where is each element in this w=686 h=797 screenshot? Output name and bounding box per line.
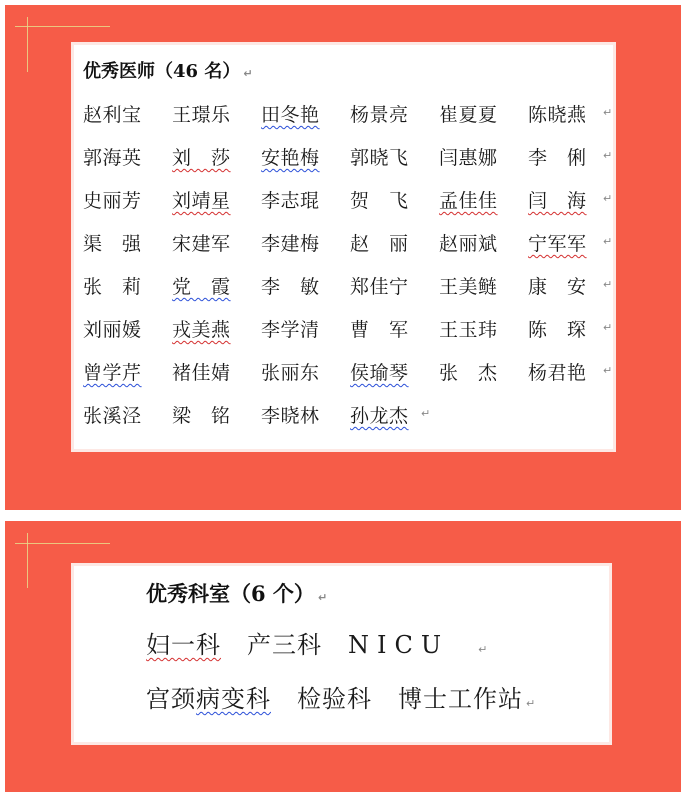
doctor-name: 闫 海 <box>528 190 587 212</box>
doctor-name: 安艳梅 <box>261 147 320 169</box>
doctor-name: 刘靖星 <box>172 190 231 212</box>
departments-line-2: 宫颈病变科 检验科 博士工作站 ↵ <box>146 685 537 713</box>
department-item: 检验科 <box>297 685 372 713</box>
doctor-name: 田冬艳 <box>261 104 320 126</box>
department-item: 博士工作站 <box>398 685 523 713</box>
doctor-name: 康 安 <box>528 276 587 298</box>
doctor-name: 郑佳宁 <box>350 276 409 298</box>
doctor-name: 党 霞 <box>172 276 231 298</box>
doctor-name: 李 俐 <box>528 147 587 169</box>
department-item: NICU <box>348 631 450 659</box>
doctor-name: 刘丽媛 <box>83 319 142 341</box>
doctor-name: 渠 强 <box>83 233 142 255</box>
doctor-name: 陈晓燕 <box>528 104 587 126</box>
crop-mark <box>27 17 28 72</box>
doctor-name: 杨君艳 <box>528 362 587 384</box>
departments-panel <box>5 521 681 792</box>
paragraph-mark: ↵ <box>603 106 613 119</box>
doctor-name: 刘 莎 <box>172 147 231 169</box>
paragraph-mark: ↵ <box>603 278 613 291</box>
doctor-name: 梁 铭 <box>172 405 231 427</box>
doctor-name: 戎美燕 <box>172 319 231 341</box>
doctors-heading: 优秀医师（46 名） ↵ <box>83 61 253 82</box>
departments-heading: 优秀科室（6 个） ↵ <box>146 581 328 606</box>
paragraph-mark: ↵ <box>603 321 613 334</box>
doctor-name: 侯瑜琴 <box>350 362 409 384</box>
doctor-name: 张 杰 <box>439 362 498 384</box>
doctor-name: 赵 丽 <box>350 233 409 255</box>
doctors-panel <box>5 5 681 510</box>
doctor-name: 史丽芳 <box>83 190 142 212</box>
doctor-name: 孙龙杰 <box>350 405 409 427</box>
doctor-name: 张溪泾 <box>83 405 142 427</box>
doctor-name: 曾学芹 <box>83 362 142 384</box>
department-item: 妇一科 <box>146 631 221 659</box>
doctor-name: 崔夏夏 <box>439 104 498 126</box>
paragraph-mark: ↵ <box>603 235 613 248</box>
crop-mark <box>27 533 28 588</box>
doctor-name: 王玉玮 <box>439 319 498 341</box>
doctor-name: 宋建军 <box>172 233 231 255</box>
paragraph-mark: ↵ <box>603 364 613 377</box>
paragraph-mark: ↵ <box>603 149 613 162</box>
doctor-name: 李建梅 <box>261 233 320 255</box>
doctors-page <box>71 42 616 452</box>
doctor-name: 张丽东 <box>261 362 320 384</box>
doctor-name: 赵丽斌 <box>439 233 498 255</box>
doctor-name: 张 莉 <box>83 276 142 298</box>
doctor-name: 李 敏 <box>261 276 320 298</box>
doctor-name: 孟佳佳 <box>439 190 498 212</box>
departments-page <box>71 563 612 745</box>
department-item: 产三科 <box>247 631 322 659</box>
department-item: 宫颈病变科 <box>146 685 271 713</box>
paragraph-mark: ↵ <box>421 407 431 420</box>
doctor-name: 杨景亮 <box>350 104 409 126</box>
paragraph-mark: ↵ <box>603 192 613 205</box>
doctor-name: 郭海英 <box>83 147 142 169</box>
doctor-name: 赵利宝 <box>83 104 142 126</box>
doctor-name: 闫惠娜 <box>439 147 498 169</box>
doctor-name: 贺 飞 <box>350 190 409 212</box>
doctor-name: 褚佳婧 <box>172 362 231 384</box>
doctor-name: 宁军军 <box>528 233 587 255</box>
doctor-name: 王美鲢 <box>439 276 498 298</box>
doctor-name: 李学清 <box>261 319 320 341</box>
doctor-name: 郭晓飞 <box>350 147 409 169</box>
doctor-name: 陈 琛 <box>528 319 587 341</box>
crop-mark <box>15 543 110 544</box>
doctor-name: 李晓林 <box>261 405 320 427</box>
departments-line-1: 妇一科 产三科 NICU ↵ <box>146 631 489 659</box>
crop-mark <box>15 26 110 27</box>
doctor-name: 王璟乐 <box>172 104 231 126</box>
doctor-name: 李志琨 <box>261 190 320 212</box>
doctor-name: 曹 军 <box>350 319 409 341</box>
